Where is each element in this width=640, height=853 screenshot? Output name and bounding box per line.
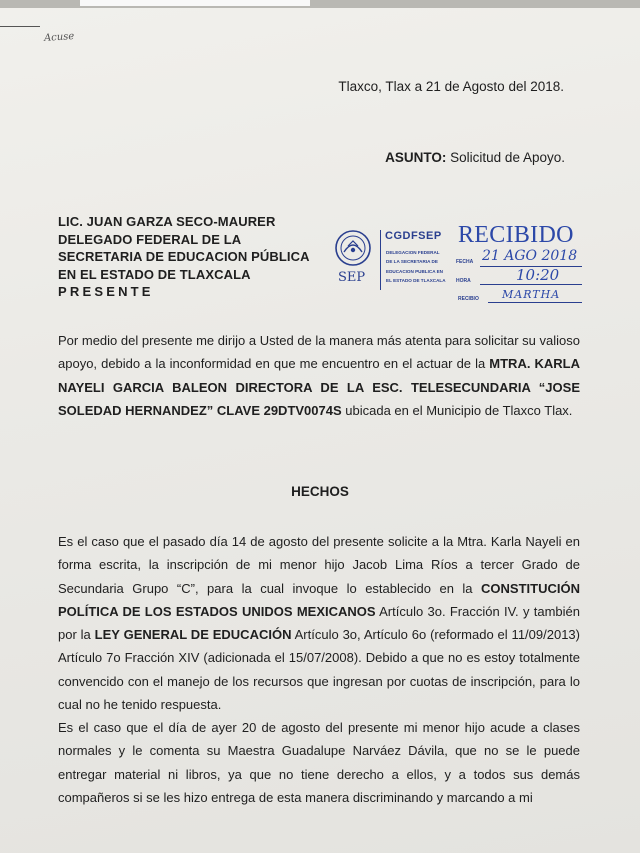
margin-note: Acuse	[43, 30, 75, 45]
recipient-line: SECRETARIA DE EDUCACION PÚBLICA	[58, 249, 310, 264]
hora-value: 10:20	[516, 266, 560, 284]
place-date: Tlaxco, Tlax a 21 de Agosto del 2018.	[338, 79, 564, 94]
recipient-line: LIC. JUAN GARZA SECO-MAURER	[58, 214, 276, 229]
facts-text: Es el caso que el pasado día 14 de agosto del presente solicite a la Mtra. Karla Nayeli en forma escrita, la inscripción de mi menor hijo Jacob Lima Ríos a tercer Grado de Secundaria Grupo “C”, para la cual invoque lo establecido en la	[58, 534, 580, 596]
intro-text-end: ubicada en el Municipio de Tlaxco Tlax.	[341, 402, 573, 418]
stamp-office	[386, 248, 446, 286]
stamp-office-line: EDUCACION PUBLICA EN	[386, 268, 443, 274]
subject-value: Solicitud de Apoyo.	[450, 150, 565, 165]
subject-label: ASUNTO:	[385, 150, 447, 165]
law-reference: LEY GENERAL DE EDUCACIÓN	[94, 627, 292, 643]
recibio-value: MARTHA	[502, 288, 561, 301]
recipient-block	[58, 213, 310, 301]
law-reference: CONSTITUCIÓN POLÍTICA DE LOS ESTADOS UNIDOS MEXICANOS	[58, 580, 580, 619]
facts-paragraph-1	[58, 530, 580, 716]
fecha-value: 21 AGO 2018	[482, 248, 578, 264]
recibio-label: RECIBIO	[458, 296, 479, 302]
recibio-line	[488, 302, 582, 303]
sep-seal-icon	[330, 226, 376, 296]
facts-text: Artículo 3o, Artículo 6o (reformado el 11/09/2013) Artículo 7o Fracción XIV (adicionada el 15/07/2008). Debido a que no es estoy totalmente convencido con el manejo de los recursos que ingresan por cuotas de inscripción, para lo cual no he tenido respuesta.	[58, 627, 580, 713]
recipient-line: DELEGADO FEDERAL DE LA	[58, 231, 242, 247]
hora-line	[480, 284, 582, 285]
corner-mark	[0, 26, 40, 27]
subject-line	[385, 150, 565, 165]
facts-text: Artículo 3o. Fracción IV. y también por la	[58, 603, 580, 643]
stamp-code: CGDFSEP	[385, 230, 442, 242]
intro-paragraph	[58, 329, 580, 422]
stamp-office-line: DE LA SECRETARIA DE	[386, 259, 438, 265]
recipient-line: EN EL ESTADO DE TLAXCALA	[58, 266, 251, 282]
fecha-label: FECHA	[456, 259, 474, 265]
received-stamp	[330, 222, 590, 302]
section-heading: HECHOS	[291, 484, 349, 499]
stamp-status: RECIBIDO	[458, 222, 574, 248]
facts-paragraph-2: Es el caso que el día de ayer 20 de agosto del presente mi menor hijo acude a clases normales y le comenta su Maestra Guadalupe Narváez Dávila, que no se le puede entregar material ni libros, ya que no tiene derecho a ellos, y a todos sus demás compañeros si se les hizo entrega de esta manera discriminando y marcando a mi	[58, 720, 580, 805]
stamp-office-line: DELEGACION FEDERAL	[386, 250, 440, 255]
intro-text: Por medio del presente me dirijo a Usted de la manera más atenta para solicitar su valioso apoyo, debido a la inconformidad en que me encuentro en el actuar de la	[58, 333, 580, 372]
recipient-line: PRESENTE	[58, 284, 154, 299]
stamp-divider	[380, 230, 381, 290]
stamp-office-line: EL ESTADO DE TLAXCALA	[386, 278, 446, 284]
sep-label: SEP	[338, 270, 366, 285]
hora-label: HORA	[456, 278, 471, 284]
paper-strip	[80, 0, 310, 6]
intro-bold-text: MTRA. KARLA NAYELI GARCIA BALEON DIRECTORA DE LA ESC. TELESECUNDARIA “JOSE SOLEDAD HERNANDEZ” CLAVE 29DTV0074S	[58, 356, 580, 418]
